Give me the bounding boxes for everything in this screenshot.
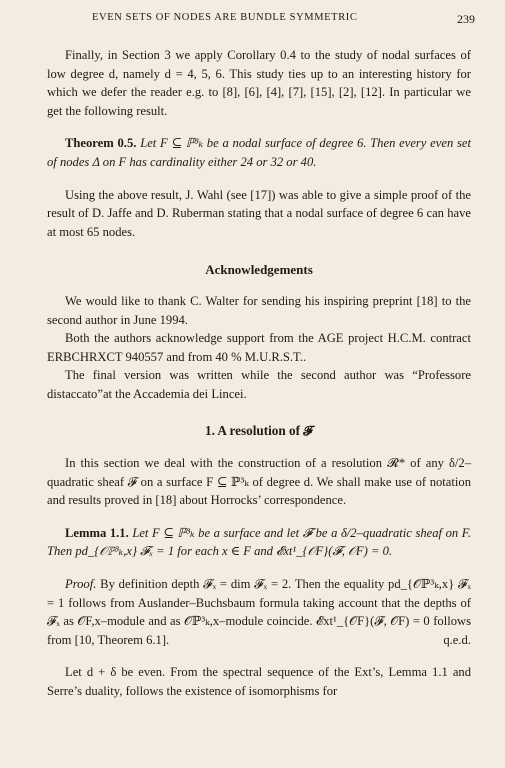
intro-paragraph: Finally, in Section 3 we apply Corollary 0.4 to the study of nodal surfaces of low degree d, namely d = 4, 5, 6. This study ties up to an interesting history for which we defer the reader e.g. to [8], [6], [4], [7], [15], [2], [12]. In particular we get the following result. (47, 48, 471, 118)
header-title: EVEN SETS OF NODES ARE BUNDLE SYMMETRIC (92, 12, 358, 23)
proof-text: By definition depth 𝓕ₓ = dim 𝓕ₓ = 2. Then the equality pd_{𝒪ℙ³ₖ,x} 𝓕ₓ = 1 follows from Auslander–Buchsbaum formula taking account that the depths of 𝓕ₓ as 𝒪F,x–module and as 𝒪ℙ³ₖ,x–module coincide. 𝓔xt¹_{𝒪F}(𝓕, 𝒪F) = 0 follows from [10, Theorem 6.1]. (47, 577, 471, 647)
running-header (92, 12, 475, 26)
lemma-text: Let F ⊆ ℙ³ₖ be a surface and let 𝓕 be a δ/2–quadratic sheaf on F. Then pd_{𝒪ℙ³ₖ,x} 𝓕ₓ = 1 for each x ∈ F and 𝓔xt¹_{𝒪F}(𝓕, 𝒪F) = 0. (47, 525, 471, 559)
ack-paragraph-3: The final version was written while the second author was “Professore distaccato”at the Accademia dei Lincei. (47, 368, 471, 401)
acknowledgements-heading: Acknowledgements (205, 262, 313, 278)
page-number: 239 (457, 12, 475, 26)
ack-paragraph-1: We would like to thank C. Walter for sending his inspiring preprint [18] to the second author in June 1994. (47, 293, 471, 327)
proof-label: Proof. (65, 577, 97, 592)
theorem-text: Let F ⊆ ℙ³ₖ be a nodal surface of degree 6. Then every even set of nodes Δ on F has cardinality either 24 or 32 or 40. (47, 136, 471, 169)
proof-paragraph (47, 575, 471, 649)
lemma-1-1 (47, 524, 471, 561)
lemma-label: Lemma 1.1. (65, 525, 129, 540)
section-heading: 1. A resolution of 𝓕 (204, 422, 314, 438)
theorem-label: Theorem 0.5. (65, 136, 137, 151)
qed-mark: q.e.d. (443, 632, 471, 647)
wahl-paragraph: Using the above result, J. Wahl (see [17]) was able to give a simple proof of the result of D. Jaffe and D. Ruberman stating that a nodal surface of degree 6 can have at most 65 nodes. (47, 187, 471, 239)
final-paragraph: Let d + δ be even. From the spectral sequence of the Ext’s, Lemma 1.1 and Serre’s duality, follows the existence of isomorphisms for (47, 665, 471, 699)
theorem-0-5 (47, 134, 471, 171)
section-intro: In this section we deal with the construction of a resolution 𝓡* of any δ/2–quadratic sheaf 𝓕 on a surface F ⊆ ℙ³ₖ of degree d. We shall make use of notation and results proved in [18] about Horrocks’ correspondence. (47, 456, 471, 508)
ack-paragraph-2: Both the authors acknowledge support from the AGE project H.C.M. contract ERBCHRXCT 940557 and from 40 % M.U.R.S.T.. (47, 331, 471, 364)
body-text (47, 46, 471, 701)
